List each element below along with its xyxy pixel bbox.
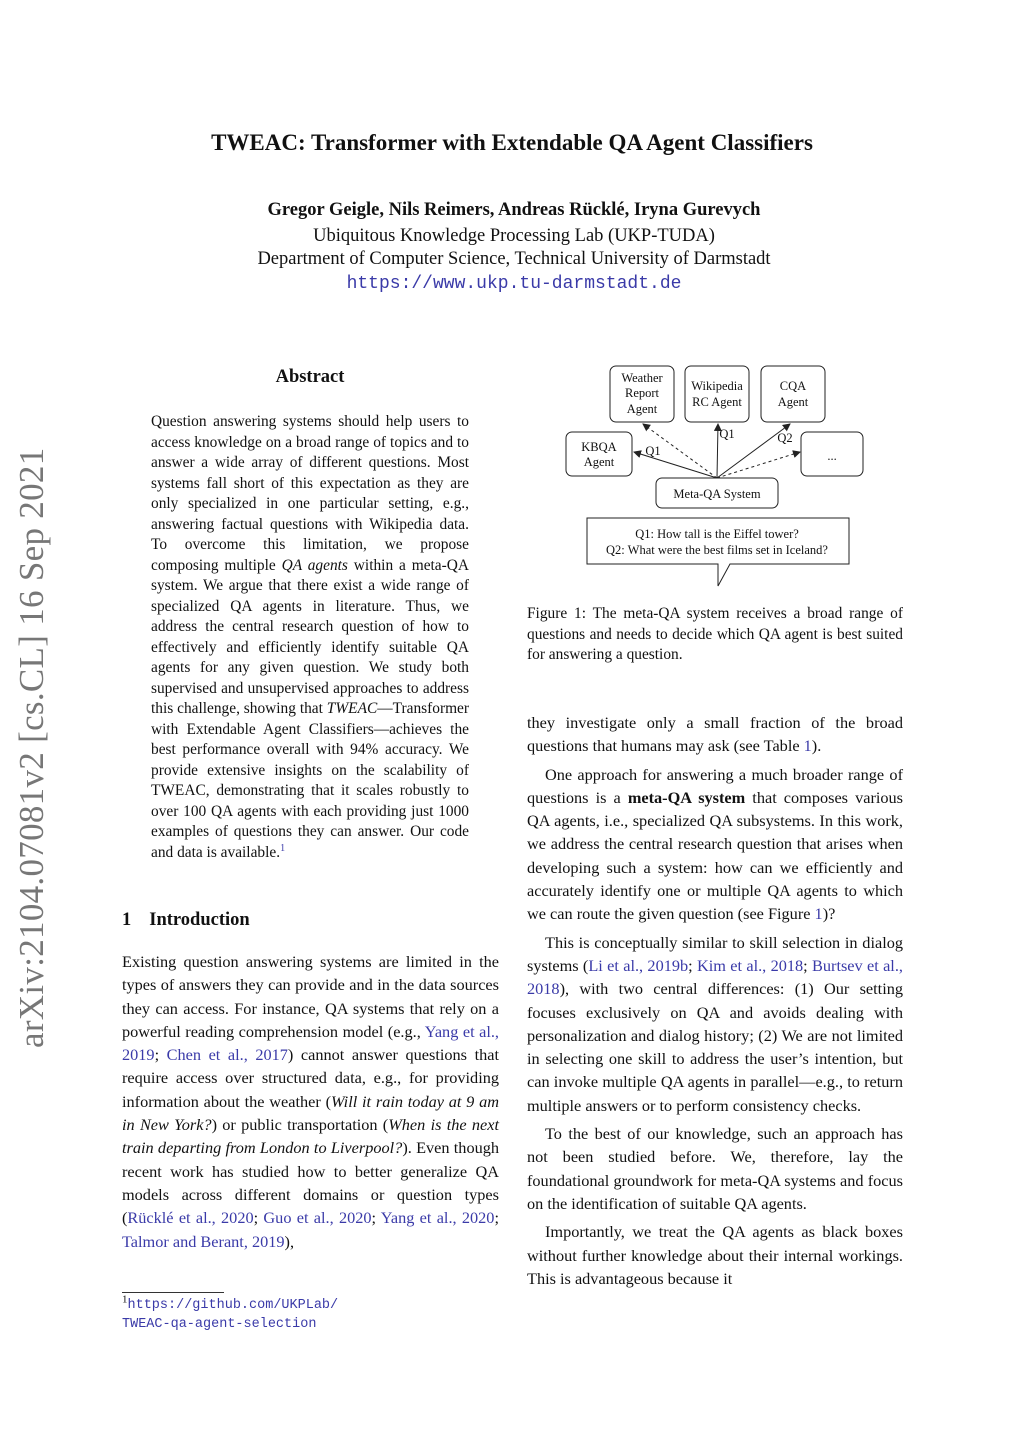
lab-url-link[interactable]: https://www.ukp.tu-darmstadt.de: [346, 274, 682, 294]
citation-separator: ;: [803, 955, 813, 975]
abstract-heading: Abstract: [275, 367, 345, 387]
cqa-agent-box: [761, 366, 825, 422]
abstract-qa-agents-term: QA agents: [281, 556, 348, 574]
bubble-question-1: Q1: How tall is the Eiffel tower?: [635, 527, 799, 541]
weather-box-line: Report: [624, 386, 660, 400]
body-text: they investigate only a small fraction of the broad questions that humans may ask (see Table: [527, 713, 903, 756]
abstract-tweac-term: TWEAC: [326, 700, 378, 717]
arrow-q1-wikipedia: [717, 424, 718, 478]
affiliation-department: Department of Computer Science, Technical University of Darmstadt: [257, 249, 771, 269]
example-question: When is the next train departing from London to Liverpool?: [122, 1115, 500, 1158]
intro-text: ),: [284, 1231, 295, 1251]
figure-reference-link[interactable]: 1: [814, 904, 823, 924]
edge-label-q1: Q1: [719, 427, 735, 441]
abstract-text-1: Question answering systems should help users to access knowledge on a broad range of topics and to answer a wide array of different questions. Most systems fall short of this expectation as they are only specialized in one particular setting, e.g., answering factual questions with Wikipedia data. To overcome this limitation, we propose composing multiple: [151, 413, 469, 574]
citation-separator: ;: [154, 1045, 167, 1065]
citation-link[interactable]: Yang et al., 2019: [122, 1021, 499, 1065]
introduction-paragraph: [122, 950, 499, 1253]
body-text: ), with two central differences: (1) Our setting focuses exclusively on QA and avoids dealing with personalization and dialog history; (2) We are not limited in selecting one skill to address the user’s intention, but can invoke multiple QA agents in parallel—e.g., to return multiple answers or to perform consistency checks.: [527, 979, 903, 1115]
arxiv-identifier: arXiv:2104.07081v2 [cs.CL] 16 Sep 2021: [12, 447, 51, 1048]
footnote-url-link-continued[interactable]: TWEAC-qa-agent-selection: [122, 1317, 317, 1332]
body-text: )?: [822, 904, 836, 924]
abstract-body: [151, 412, 469, 863]
abstract-text-3: —Transformer with Extendable Agent Classifiers—achieves the best performance overall with 94% accuracy. We provide extensive insights on the scalability of TWEAC, demonstrating that it scales robustly to over 100 QA agents with each providing just 1000 examples of questions they can answer. Our code and data is available.: [151, 700, 469, 861]
abstract-text-2: within a meta-QA system. We argue that there exist a wide range of specialized QA agents in literature. Thus, we address the central research question of how to effectively and efficiently identify suitable QA agents for any given question. We study both supervised and unsupervised approaches to address this challenge, showing that: [151, 556, 469, 717]
body-text: One approach for answering a much broader range of questions is a: [527, 764, 903, 807]
arrow-dashed-more: [717, 452, 800, 478]
table-reference-link[interactable]: 1: [803, 736, 812, 756]
kbqa-agent-box: [566, 432, 632, 476]
kbqa-box-line: KBQA: [581, 440, 617, 454]
wikipedia-agent-box: [685, 366, 749, 422]
paragraph: [527, 763, 903, 926]
body-text: ).: [811, 736, 822, 756]
edge-label-q2: Q2: [777, 431, 793, 445]
citation-link[interactable]: Kim et al., 2018: [697, 955, 804, 975]
body-text: that composes various QA agents, i.e., specialized QA subsystems. In this work, we address the central research question that arises when developing such a system: how can we efficiently and accurately identify one or multiple QA agents to which we can route the given question (see Figure: [527, 787, 904, 924]
footnote-marker-link[interactable]: 1: [280, 842, 286, 854]
citation-link[interactable]: Burtsev et al., 2018: [527, 955, 903, 999]
citation-link[interactable]: Li et al., 2019b: [588, 955, 689, 975]
paragraph: To the best of our knowledge, such an approach has not been studied before. We, therefore, lay the foundational groundwork for meta-QA systems and focus on the identification of suitable QA agents.: [527, 1124, 903, 1213]
intro-text: Existing question answering systems are limited in the types of answers they can provide and in the data sources they can access. For instance, QA systems that rely on a powerful reading comprehension model (e.g.,: [122, 952, 499, 1041]
meta-qa-box-label: Meta-QA System: [673, 487, 761, 501]
bubble-question-2: Q2: What were the best films set in Iceland?: [606, 543, 828, 557]
body-text: This is conceptually similar to skill selection in dialog systems (: [527, 932, 903, 975]
intro-text: ). Even though recent work has studied how to better generalize QA models across different domains or question types (: [122, 1138, 500, 1228]
intro-text: ) or public transportation (: [211, 1115, 389, 1135]
section-number: 1: [122, 910, 132, 930]
weather-box-line: Weather: [621, 371, 663, 385]
footnote: [122, 1293, 339, 1334]
footnote-url-link[interactable]: https://github.com/UKPLab/: [127, 1298, 339, 1313]
citation-separator: ;: [371, 1208, 381, 1228]
footnote-rule: [122, 1292, 224, 1293]
citation-link[interactable]: Chen et al., 2017: [166, 1045, 288, 1065]
right-column-body: [527, 711, 903, 1290]
weather-box-line: Agent: [626, 402, 658, 416]
intro-text: ) cannot answer questions that require access over structured data, e.g., for providing information about the weather (: [122, 1045, 499, 1111]
paper-title: TWEAC: Transformer with Extendable QA Agent Classifiers: [211, 130, 813, 155]
citation-separator: ;: [494, 1208, 499, 1228]
cqa-box-line: Agent: [777, 395, 809, 409]
figure-meta-qa-diagram: [560, 362, 870, 590]
citation-link[interactable]: Guo et al., 2020: [263, 1208, 372, 1228]
example-question: Will it rain today at 9 am in New York?: [122, 1091, 500, 1135]
wikipedia-box-line: Wikipedia: [691, 379, 743, 393]
section-heading-introduction: [122, 910, 250, 931]
figure-1-caption: Figure 1: The meta-QA system receives a broad range of questions and needs to decide which QA agent is best suited for answering a question.: [527, 605, 903, 664]
affiliation-lab: Ubiquitous Knowledge Processing Lab (UKP-TUDA): [313, 226, 715, 246]
paragraph: [527, 931, 903, 1117]
citation-link[interactable]: Rücklé et al., 2020: [127, 1208, 254, 1228]
citation-link[interactable]: Talmor and Berant, 2019: [122, 1231, 285, 1251]
paragraph: Importantly, we treat the QA agents as black boxes without further knowledge about their internal workings. This is advantageous because it: [527, 1222, 903, 1288]
kbqa-box-line: Agent: [583, 455, 615, 469]
citation-separator: ;: [253, 1208, 264, 1228]
footnote-number: 1: [122, 1293, 128, 1306]
citation-separator: ;: [688, 955, 697, 975]
wikipedia-box-line: RC Agent: [692, 395, 742, 409]
cqa-box-line: CQA: [779, 379, 807, 393]
author-list: Gregor Geigle, Nils Reimers, Andreas Rücklé, Iryna Gurevych: [267, 200, 761, 220]
citation-link[interactable]: Yang et al., 2020: [380, 1208, 495, 1228]
bold-term: meta-QA system: [627, 787, 746, 807]
paragraph: [527, 711, 903, 758]
section-title: Introduction: [149, 910, 250, 930]
edge-label-q1: Q1: [645, 444, 661, 458]
more-agents-ellipsis: ...: [827, 449, 837, 463]
